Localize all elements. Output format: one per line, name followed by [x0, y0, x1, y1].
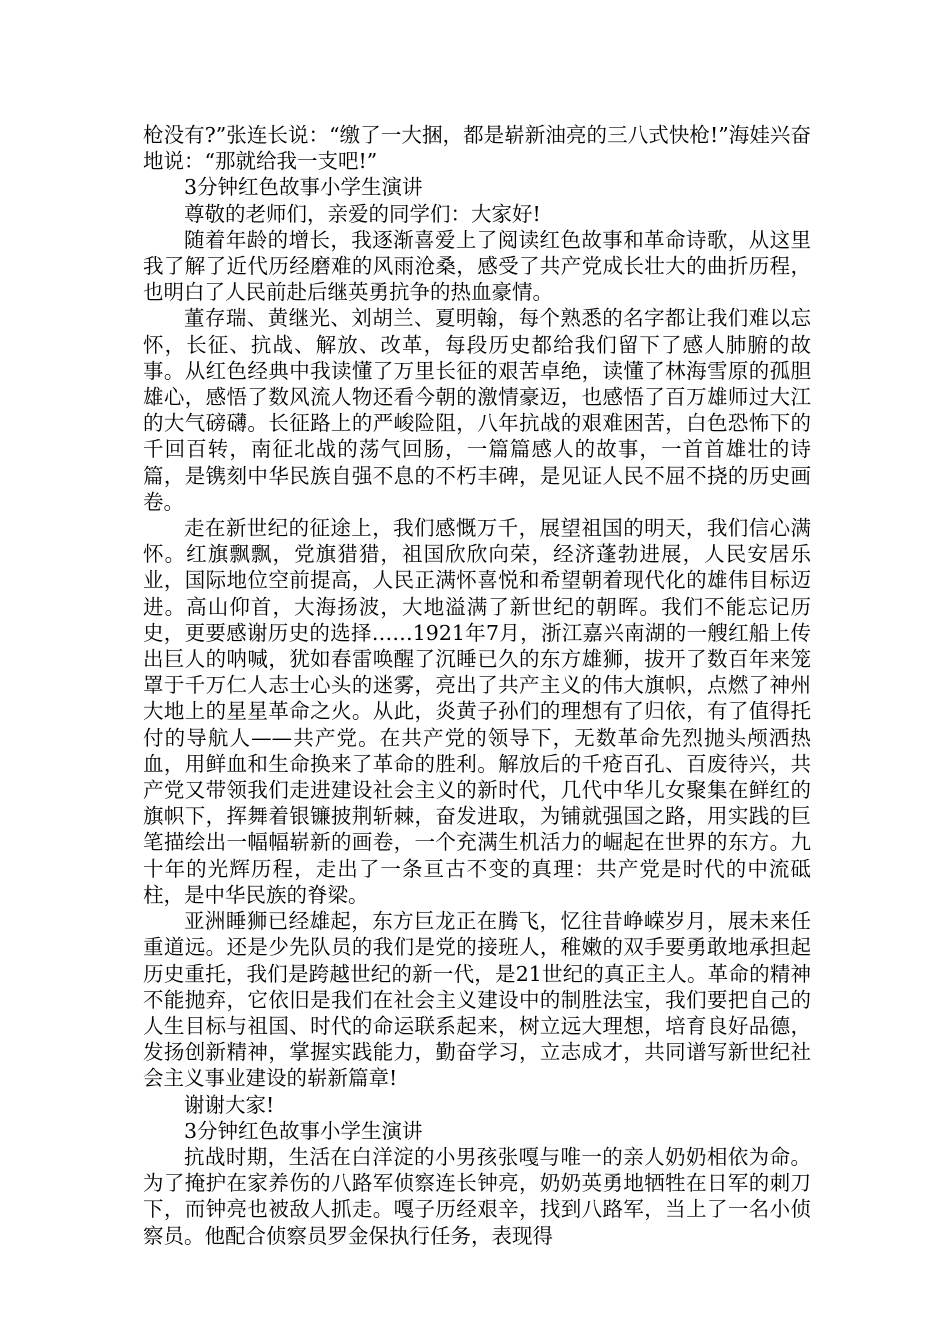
body-paragraph: 亚洲睡狮已经雄起，东方巨龙正在腾飞，忆往昔峥嵘岁月，展未来任重道远。还是少先队员的我们是党的接班人，稚嫩的双手要勇敢地承担起历史重托，我们是跨越世纪的新一代，是21世纪的真正主人。革命的精神不能抛弃，它依旧是我们在社会主义建设中的制胜法宝，我们要把自己的人生目标与祖国、时代的命运联系起来，树立远大理想，培育良好品德，发扬创新精神，掌握实践能力，勤奋学习，立志成才，共同谱写新世纪社会主义事业建设的崭新篇章! — [143, 909, 811, 1091]
speech-title: 3分钟红色故事小学生演讲 — [184, 175, 423, 200]
closing-paragraph: 谢谢大家! — [184, 1092, 275, 1117]
body-paragraph: 走在新世纪的征途上，我们感慨万千，展望祖国的明天，我们信心满怀。红旗飘飘，党旗猎猎，祖国欣欣向荣，经济蓬勃进展，人民安居乐业，国际地位空前提高，人民正满怀喜悦和希望朝着现代化的雄伟目标迈进。高山仰首，大海扬波，大地溢满了新世纪的朝晖。我们不能忘记历史，更要感谢历史的选择……1921年7月，浙江嘉兴南湖的一艘红船上传出巨人的呐喊，犹如春雷唤醒了沉睡已久的东方雄狮，拔开了数百年来笼罩于千万仁人志士心头的迷雾，亮出了共产主义的伟大旗帜，点燃了神州大地上的星星革命之火。从此，炎黄子孙们的理想有了归依，有了值得托付的导航人——共产党。在共产党的领导下，无数革命先烈抛头颅洒热血，用鲜血和生命换来了革命的胜利。解放后的千疮百孔、百废待兴，共产党又带领我们走进建设社会主义的新时代，几代中华儿女聚集在鲜红的旗帜下，挥舞着银镰披荆斩棘，奋发进取，为铺就强国之路，用实践的巨笔描绘出一幅幅崭新的画卷，一个充满生机活力的崛起在世界的东方。九十年的光辉历程，走出了一条亘古不变的真理：共产党是时代的中流砥柱，是中华民族的脊梁。 — [143, 516, 811, 907]
body-paragraph: 董存瑞、黄继光、刘胡兰、夏明翰，每个熟悉的名字都让我们难以忘怀，长征、抗战、解放、改革，每段历史都给我们留下了感人肺腑的故事。从红色经典中我读懂了万里长征的艰苦卓绝，读懂了林海雪原的孤胆雄心，感悟了数风流人物还看今朝的激情豪迈，也感悟了百万雄师过大江的大气磅礴。长征路上的严峻险阻，八年抗战的艰难困苦，白色恐怖下的千回百转，南征北战的荡气回肠，一篇篇感人的故事，一首首雄壮的诗篇，是镌刻中华民族自强不息的不朽丰碑，是见证人民不屈不挠的历史画卷。 — [143, 306, 811, 514]
body-paragraph: 随着年龄的增长，我逐渐喜爱上了阅读红色故事和革命诗歌，从这里我了解了近代历经磨难的风雨沧桑，感受了共产党成长壮大的曲折历程，也明白了人民前赴后继英勇抗争的热血豪情。 — [143, 227, 811, 305]
speech-title: 3分钟红色故事小学生演讲 — [184, 1118, 423, 1143]
greeting-paragraph: 尊敬的老师们，亲爱的同学们：大家好! — [184, 201, 541, 226]
story-paragraph: 抗战时期，生活在白洋淀的小男孩张嘎与唯一的亲人奶奶相依为命。为了掩护在家养伤的八路军侦察连长钟亮，奶奶英勇地牺牲在日军的刺刀下，而钟亮也被敌人抓走。嘎子历经艰辛，找到八路军，当上了一名小侦察员。他配合侦察员罗金保执行任务，表现得 — [143, 1144, 811, 1248]
document-page — [143, 122, 811, 1249]
paragraph-continuation: 枪没有?”张连长说：“缴了一大捆，都是崭新油亮的三八式快枪!”海娃兴奋地说：“那就给我一支吧!” — [143, 123, 811, 174]
